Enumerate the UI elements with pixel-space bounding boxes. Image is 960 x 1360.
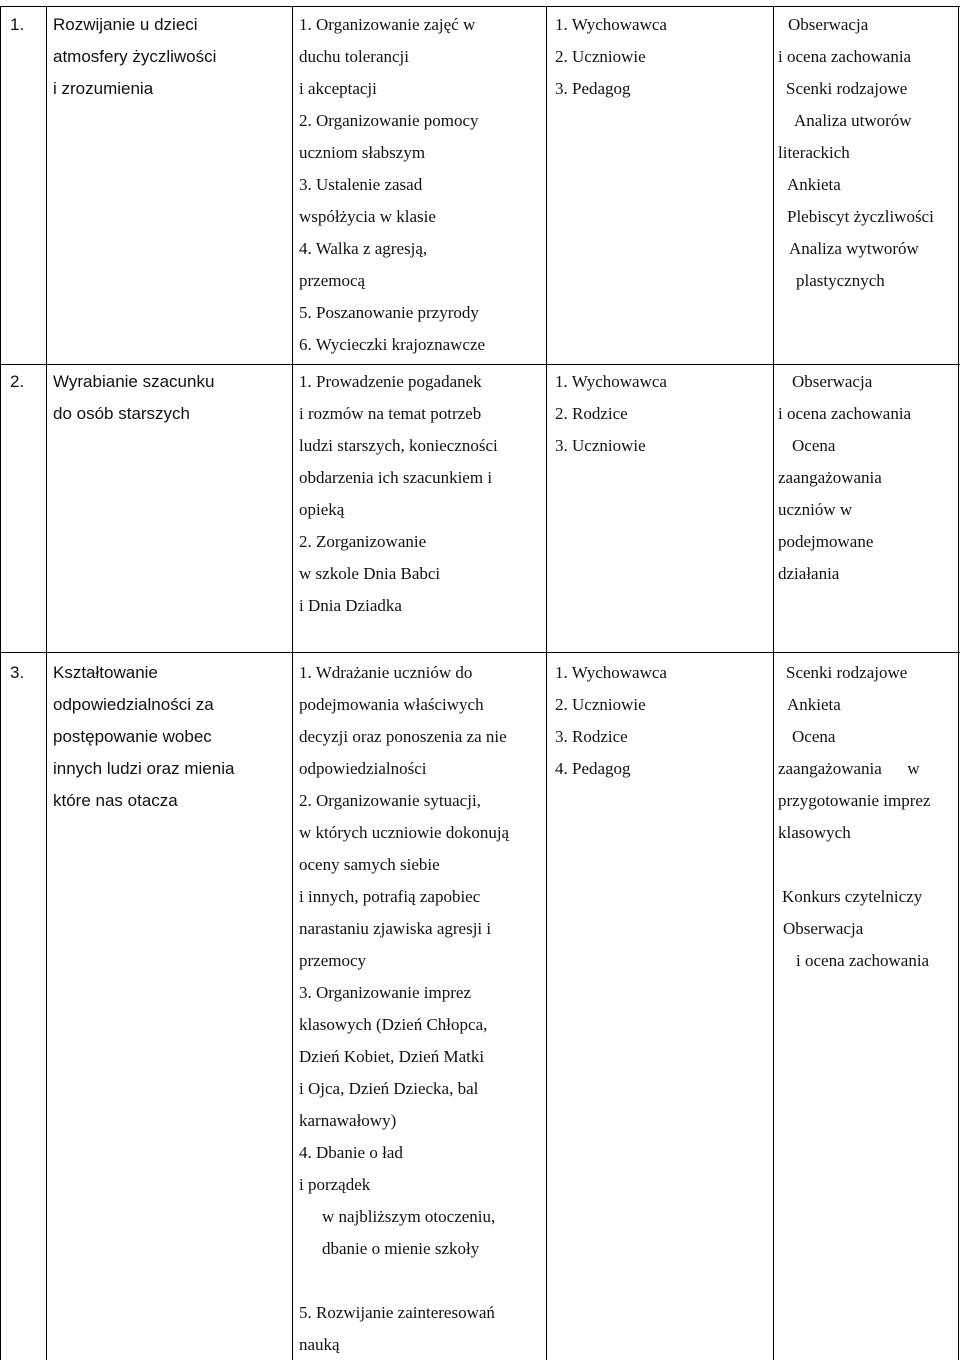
cell-line: Obserwacja <box>792 372 873 391</box>
cell-line: i akceptacji <box>299 79 377 98</box>
cell-line: 4. Dbanie o ład <box>299 1143 403 1162</box>
cell-line: i innych, potrafią zapobiec <box>299 887 481 906</box>
cell-line: Ocena <box>792 727 836 746</box>
cell-line: współżycia w klasie <box>299 207 436 226</box>
cell-line: Analiza wytworów <box>789 239 919 258</box>
cell-line: Scenki rodzajowe <box>786 79 908 98</box>
cell-line: 1. Prowadzenie pogadanek <box>299 372 482 391</box>
cell-line: opieką <box>299 500 345 519</box>
cell-line: przemocy <box>299 951 367 970</box>
cell-line: odpowiedzialności <box>299 759 427 778</box>
cell-line: Plebiscyt życzliwości <box>787 207 934 226</box>
cell-line: 3. Uczniowie <box>555 436 646 455</box>
row-divider-1 <box>0 364 960 365</box>
cell-line: 1. Wychowawca <box>555 15 667 34</box>
cell-line: Rozwijanie u dzieci <box>53 15 198 34</box>
cell-line: 2. Organizowanie pomocy <box>299 111 479 130</box>
cell-line: 5. Poszanowanie przyrody <box>299 303 479 322</box>
row-divider-2 <box>0 652 960 653</box>
cell-line: i ocena zachowania <box>778 47 912 66</box>
cell-line: Ankieta <box>787 695 841 714</box>
cell-line: 2. <box>10 372 25 391</box>
cell-line: nauką <box>299 1335 340 1354</box>
cell-line: w szkole Dnia Babci <box>299 564 441 583</box>
cell-line: uczniom słabszym <box>299 143 426 162</box>
cell-line: obdarzenia ich szacunkiem i <box>299 468 493 487</box>
cell-line: 2. Uczniowie <box>555 695 646 714</box>
cell-line: podejmowane <box>778 532 874 551</box>
cell-line: 6. Wycieczki krajoznawcze <box>299 335 486 354</box>
cell-line: Obserwacja <box>783 919 864 938</box>
cell-line: 1. Wychowawca <box>555 372 667 391</box>
cell-line: zaangażowania w <box>778 759 920 778</box>
cell-line: innych ludzi oraz mienia <box>53 759 235 778</box>
column-divider-3 <box>546 6 547 1360</box>
cell-line: 4. Walka z agresją, <box>299 239 428 258</box>
cell-line: 3. Pedagog <box>555 79 631 98</box>
cell-line: 2. Organizowanie sytuacji, <box>299 791 481 810</box>
cell-line: odpowiedzialności za <box>53 695 214 714</box>
cell-line: i Dnia Dziadka <box>299 596 402 615</box>
cell-line: 5. Rozwijanie zainteresowań <box>299 1303 495 1322</box>
cell-line: 1. <box>10 15 25 34</box>
cell-line: atmosfery życzliwości <box>53 47 217 66</box>
cell-line: literackich <box>778 143 850 162</box>
cell-line: 1. Organizowanie zajęć w <box>299 15 476 34</box>
cell-line: Dzień Kobiet, Dzień Matki <box>299 1047 485 1066</box>
cell-line: które nas otacza <box>53 791 178 810</box>
cell-line: i porządek <box>299 1175 371 1194</box>
cell-line: 3. Ustalenie zasad <box>299 175 423 194</box>
cell-line: ludzi starszych, konieczności <box>299 436 498 455</box>
cell-line: uczniów w <box>778 500 853 519</box>
cell-line: 2. Uczniowie <box>555 47 646 66</box>
cell-line: i ocena zachowania <box>796 951 930 970</box>
table-border-top <box>0 6 960 7</box>
cell-line: narastaniu zjawiska agresji i <box>299 919 492 938</box>
cell-line: 2. Rodzice <box>555 404 628 423</box>
cell-line: 3. Organizowanie imprez <box>299 983 471 1002</box>
cell-line: i rozmów na temat potrzeb <box>299 404 482 423</box>
cell-line: Ankieta <box>787 175 841 194</box>
cell-line: i ocena zachowania <box>778 404 912 423</box>
cell-line: klasowych (Dzień Chłopca, <box>299 1015 488 1034</box>
cell-line: 3. <box>10 663 25 682</box>
column-divider-4 <box>773 6 774 1360</box>
cell-line: Analiza utworów <box>794 111 912 130</box>
cell-line: duchu tolerancji <box>299 47 409 66</box>
cell-line: 1. Wychowawca <box>555 663 667 682</box>
cell-line: decyzji oraz ponoszenia za nie <box>299 727 507 746</box>
cell-line: klasowych <box>778 823 851 842</box>
cell-line: i Ojca, Dzień Dziecka, bal <box>299 1079 479 1098</box>
column-divider-1 <box>46 6 47 1360</box>
cell-line: Obserwacja <box>788 15 869 34</box>
cell-line: w których uczniowie dokonują <box>299 823 510 842</box>
cell-line: i zrozumienia <box>53 79 154 98</box>
cell-line: Ocena <box>792 436 836 455</box>
cell-line: Scenki rodzajowe <box>786 663 908 682</box>
column-divider-2 <box>292 6 293 1360</box>
cell-line: w najbliższym otoczeniu, <box>322 1207 496 1226</box>
cell-line: działania <box>778 564 840 583</box>
cell-line: 3. Rodzice <box>555 727 628 746</box>
table-border-left <box>0 6 1 1360</box>
cell-line: Kształtowanie <box>53 663 158 682</box>
cell-line: plastycznych <box>796 271 885 290</box>
cell-line: Konkurs czytelniczy <box>782 887 923 906</box>
cell-line: przemocą <box>299 271 366 290</box>
cell-line: karnawałowy) <box>299 1111 397 1130</box>
cell-line: podejmowania właściwych <box>299 695 484 714</box>
cell-line: 1. Wdrażanie uczniów do <box>299 663 473 682</box>
cell-line: przygotowanie imprez <box>778 791 931 810</box>
table-border-right <box>958 6 959 1360</box>
cell-line: 4. Pedagog <box>555 759 631 778</box>
cell-line: do osób starszych <box>53 404 191 423</box>
cell-line: 2. Zorganizowanie <box>299 532 427 551</box>
cell-line: postępowanie wobec <box>53 727 212 746</box>
cell-line: oceny samych siebie <box>299 855 440 874</box>
cell-line: zaangażowania <box>778 468 882 487</box>
cell-line: Wyrabianie szacunku <box>53 372 215 391</box>
cell-line: dbanie o mienie szkoły <box>322 1239 480 1258</box>
